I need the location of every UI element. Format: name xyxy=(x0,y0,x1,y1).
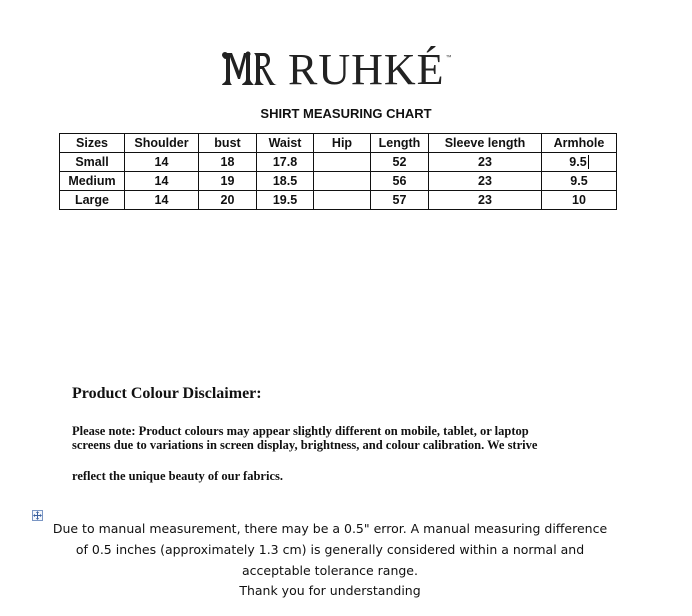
disclaimer-line: reflect the unique beauty of our fabrics. xyxy=(72,469,283,483)
header-waist: Waist xyxy=(257,134,314,153)
header-sleeve-length: Sleeve length xyxy=(429,134,542,153)
header-length: Length xyxy=(371,134,429,153)
cell-waist[interactable]: 18.5 xyxy=(257,172,314,191)
cell-armhole-value: 9.5 xyxy=(569,154,587,169)
table-header-row xyxy=(60,134,617,153)
cell-shoulder[interactable]: 14 xyxy=(125,153,199,172)
note-line: of 0.5 inches (approximately 1.3 cm) is generally considered within a normal and xyxy=(75,542,585,557)
disclaimer-line: Please note: Product colours may appear slightly different on mobile, tablet, or laptop xyxy=(72,424,529,438)
move-handle-icon[interactable] xyxy=(32,510,43,521)
brand-name: RUHKÉ xyxy=(288,45,445,94)
cell-length[interactable]: 57 xyxy=(371,191,429,210)
cell-size[interactable]: Medium xyxy=(60,172,125,191)
cell-length[interactable]: 52 xyxy=(371,153,429,172)
brand-monogram-icon xyxy=(220,45,278,96)
cell-shoulder[interactable]: 14 xyxy=(125,191,199,210)
cell-hip[interactable] xyxy=(314,172,371,191)
header-shoulder: Shoulder xyxy=(125,134,199,153)
brand-logo xyxy=(220,45,452,95)
monogram-svg xyxy=(220,45,278,89)
cell-sleeve-length[interactable]: 23 xyxy=(429,172,542,191)
cell-waist[interactable]: 17.8 xyxy=(257,153,314,172)
header-armhole: Armhole xyxy=(542,134,617,153)
disclaimer-line: screens due to variations in screen display, brightness, and colour calibration. We strive xyxy=(72,438,538,452)
header-hip: Hip xyxy=(314,134,371,153)
cell-sleeve-length[interactable]: 23 xyxy=(429,191,542,210)
size-chart-table xyxy=(59,133,617,210)
cell-length[interactable]: 56 xyxy=(371,172,429,191)
note-line: acceptable tolerance range. xyxy=(242,563,418,578)
cell-hip[interactable] xyxy=(314,153,371,172)
table-row xyxy=(60,172,617,191)
trademark-mark: ™ xyxy=(445,55,452,61)
chart-title: SHIRT MEASURING CHART xyxy=(260,106,432,121)
cell-bust[interactable]: 19 xyxy=(199,172,257,191)
text-cursor xyxy=(588,155,589,169)
table-row xyxy=(60,191,617,210)
cell-waist[interactable]: 19.5 xyxy=(257,191,314,210)
header-bust: bust xyxy=(199,134,257,153)
note-line: Due to manual measurement, there may be a 0.5" error. A manual measuring difference xyxy=(52,521,608,536)
cell-size[interactable]: Large xyxy=(60,191,125,210)
cell-bust[interactable]: 18 xyxy=(199,153,257,172)
header-sizes: Sizes xyxy=(60,134,125,153)
cell-armhole[interactable] xyxy=(542,153,617,172)
cell-armhole[interactable]: 9.5 xyxy=(542,172,617,191)
cell-size[interactable]: Small xyxy=(60,153,125,172)
cell-shoulder[interactable]: 14 xyxy=(125,172,199,191)
note-line: Thank you for understanding xyxy=(239,583,421,598)
cell-armhole[interactable]: 10 xyxy=(542,191,617,210)
four-way-arrow-icon xyxy=(33,511,42,520)
table-row xyxy=(60,153,617,172)
disclaimer-title: Product Colour Disclaimer: xyxy=(72,385,262,402)
cell-bust[interactable]: 20 xyxy=(199,191,257,210)
cell-sleeve-length[interactable]: 23 xyxy=(429,153,542,172)
cell-hip[interactable] xyxy=(314,191,371,210)
